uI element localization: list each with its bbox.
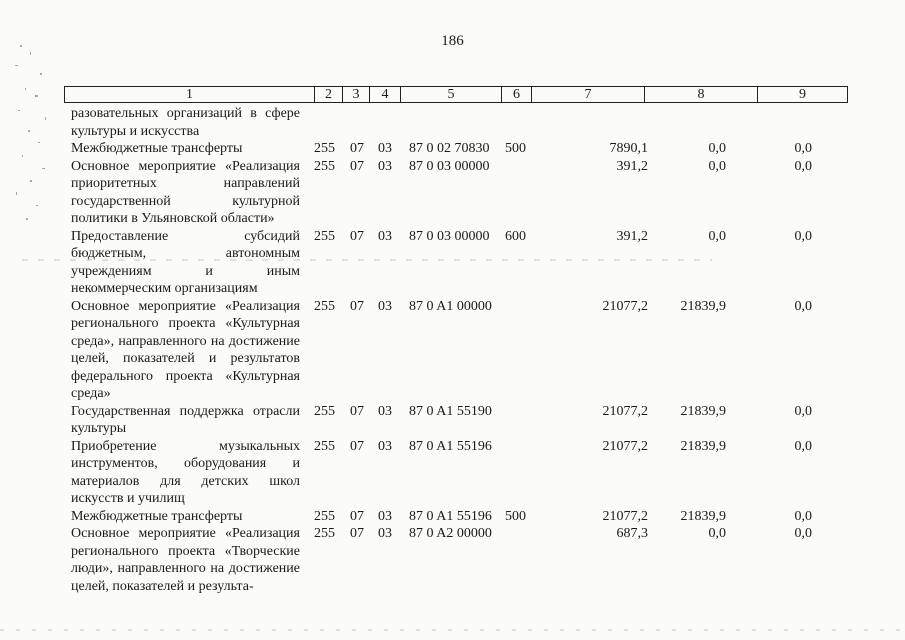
row-c6: 600 [505,228,526,244]
row-name: Государственная поддержка отрасли культуры [71,403,300,436]
row-c2: 255 [314,403,335,419]
row-c3: 07 [350,508,364,524]
scan-noise [0,40,60,240]
table-row [64,525,848,595]
table-row [64,140,848,158]
row-c5: 87 0 02 70830 [409,141,490,156]
row-c2: 255 [314,228,335,244]
header-col-6: 6 [502,87,532,102]
row-c5: 87 0 03 00000 [409,158,490,174]
row-c4: 03 [378,526,392,541]
row-c5: 87 0 A1 55196 [409,508,492,524]
row-c7: 21077,2 [602,403,648,419]
row-c4: 03 [378,403,392,419]
header-col-3: 3 [343,87,370,102]
row-c7: 21077,2 [602,508,648,524]
row-name: Межбюджетные трансферты [71,141,243,156]
row-c6: 500 [505,141,526,156]
row-c2: 255 [314,158,335,174]
row-c8: 0,0 [708,526,726,541]
row-name: Основное мероприятие «Реализация регионального проекта «Творческие люди», направленного на достижение целей, показателей и результа- [71,526,300,594]
row-c9: 0,0 [794,508,812,524]
row-c3: 07 [350,438,364,454]
row-name: Межбюджетные трансферты [71,508,243,524]
row-name: Предоставление субсидий бюджетным, автономным учреждениям и иным некоммерческим организациям [71,228,300,296]
page-number: 186 [441,33,464,49]
row-c8: 21839,9 [680,298,726,314]
row-c3: 07 [350,526,364,541]
table-row [64,105,848,140]
row-c4: 03 [378,438,392,454]
row-c5: 87 0 A1 00000 [409,298,492,314]
row-c2: 255 [314,298,335,314]
row-c8: 21839,9 [680,438,726,454]
row-name: Основное мероприятие «Реализация приоритетных направлений государственной культурной политики в Ульяновской области» [71,158,300,226]
row-c7: 391,2 [616,228,648,244]
header-col-9: 9 [799,87,806,102]
header-col-4: 4 [370,87,401,102]
row-c2: 255 [314,141,335,156]
header-col-2: 2 [315,87,343,102]
table-header [64,86,848,103]
row-c8: 0,0 [708,228,726,244]
row-c4: 03 [378,228,392,244]
table-row [64,403,848,438]
table-row [64,228,848,298]
row-c8: 0,0 [708,158,726,174]
row-c7: 391,2 [616,158,648,174]
row-c9: 0,0 [794,526,812,541]
row-c9: 0,0 [794,141,812,156]
row-c7: 687,3 [616,526,648,541]
row-name: Основное мероприятие «Реализация регионального проекта «Культурная среда», направленного на достижение целей, показателей и результатов федерального проекта «Культурная среда» [71,298,300,401]
row-name: Приобретение музыкальных инструментов, оборудования и материалов для детских школ искусств и училищ [71,438,300,506]
row-c7: 21077,2 [602,438,648,454]
row-c3: 07 [350,298,364,314]
row-c9: 0,0 [794,158,812,174]
row-c9: 0,0 [794,438,812,454]
header-col-1: 1 [65,87,315,102]
row-c3: 07 [350,403,364,419]
table-row [64,508,848,526]
row-c4: 03 [378,508,392,524]
row-c2: 255 [314,526,335,541]
row-c5: 87 0 A1 55196 [409,438,492,454]
row-c4: 03 [378,158,392,174]
header-col-7: 7 [532,87,645,102]
row-c5: 87 0 03 00000 [409,228,490,244]
row-name: разовательных организаций в сфере культуры и искусства [71,106,300,139]
row-c8: 21839,9 [680,403,726,419]
table-row [64,298,848,403]
row-c9: 0,0 [794,228,812,244]
table-row [64,158,848,228]
header-col-8: 8 [645,87,758,102]
row-c3: 07 [350,228,364,244]
row-c4: 03 [378,298,392,314]
budget-table [64,105,848,595]
row-c4: 03 [378,141,392,156]
row-c9: 0,0 [794,403,812,419]
row-c9: 0,0 [794,298,812,314]
header-col-5: 5 [401,87,502,102]
row-c3: 07 [350,158,364,174]
row-c5: 87 0 A1 55190 [409,403,492,419]
row-c8: 0,0 [708,141,726,156]
row-c8: 21839,9 [680,508,726,524]
row-c5: 87 0 A2 00000 [409,526,492,541]
row-c7: 21077,2 [602,298,648,314]
table-row [64,438,848,508]
row-c2: 255 [314,508,335,524]
row-c6: 500 [505,508,526,524]
row-c2: 255 [314,438,335,454]
row-c7: 7890,1 [609,141,648,156]
scan-artifact-bottom [0,628,905,632]
row-c3: 07 [350,141,364,156]
